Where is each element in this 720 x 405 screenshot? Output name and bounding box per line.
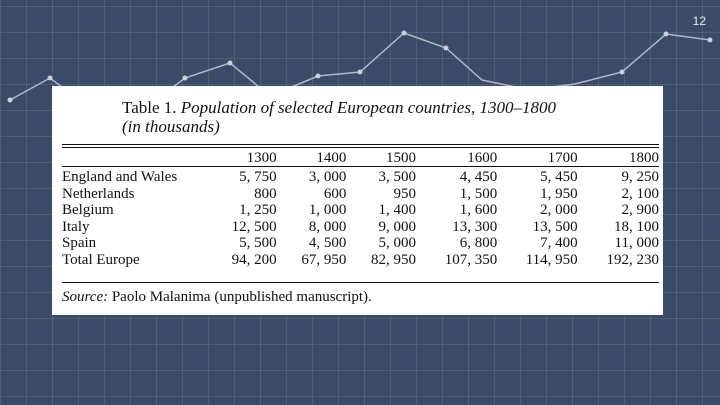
- value-cell: 2, 900: [621, 202, 659, 218]
- table-caption: [122, 98, 653, 136]
- table-title: [122, 98, 653, 117]
- value-cell: 5, 000: [378, 235, 416, 251]
- value-cell: 1, 400: [378, 202, 416, 218]
- value-cell: 82, 950: [370, 251, 416, 268]
- table-label: Table 1.: [122, 98, 177, 117]
- table-subtitle: [122, 117, 653, 136]
- table-card: [52, 86, 663, 315]
- value-cell: 4, 450: [459, 169, 498, 185]
- value-cell: 9, 000: [378, 218, 416, 235]
- value-cell: 18, 100: [614, 218, 659, 235]
- value-cell: 3, 500: [378, 169, 416, 185]
- value-cell: 114, 950: [525, 251, 578, 268]
- value-cell: 800: [254, 185, 277, 202]
- country-cell: Netherlands: [62, 185, 135, 202]
- table-title-italic: Population of selected European countries, 1300–1800: [180, 98, 556, 117]
- value-cell: 5, 500: [239, 235, 277, 251]
- value-cell: 94, 200: [231, 251, 277, 268]
- country-cell: Total Europe: [62, 251, 140, 268]
- country-cell: Belgium: [62, 202, 114, 218]
- country-cell: England and Wales: [62, 169, 178, 185]
- column-header: 1400: [316, 149, 347, 166]
- country-cell: Spain: [62, 235, 97, 251]
- value-cell: 6, 800: [459, 235, 498, 251]
- value-cell: 192, 230: [606, 251, 659, 268]
- value-cell: 9, 250: [621, 169, 659, 185]
- country-cell: Italy: [62, 218, 90, 235]
- value-cell: 13, 500: [532, 218, 578, 235]
- value-cell: 12, 500: [231, 218, 277, 235]
- value-cell: 1, 950: [540, 185, 578, 202]
- value-cell: 13, 300: [452, 218, 498, 235]
- value-cell: 1, 000: [308, 202, 347, 218]
- table-source: [62, 289, 372, 306]
- table-subtitle-text: (in thousands): [122, 117, 220, 136]
- bottom-rule: [62, 282, 659, 283]
- table-row: [62, 252, 659, 269]
- value-cell: 600: [323, 185, 347, 202]
- column-header: 1300: [246, 149, 277, 166]
- value-cell: 2, 100: [621, 185, 659, 202]
- value-cell: 107, 350: [444, 251, 498, 268]
- country-header: [62, 149, 207, 167]
- value-cell: 1, 600: [459, 202, 498, 218]
- value-cell: 8, 000: [308, 218, 347, 235]
- table-row: [62, 219, 659, 236]
- slide-number: 12: [692, 14, 706, 28]
- value-cell: 1, 250: [239, 202, 277, 218]
- column-header: 1500: [385, 149, 416, 166]
- source-text: Paolo Malanima (unpublished manuscript).: [111, 289, 372, 305]
- header-row: [62, 149, 659, 167]
- table-row: [62, 186, 659, 203]
- value-cell: 7, 400: [540, 235, 578, 251]
- value-cell: 950: [393, 185, 416, 202]
- top-rule-double: [62, 147, 659, 148]
- value-cell: 2, 000: [540, 202, 578, 218]
- value-cell: 67, 950: [301, 251, 347, 268]
- table-row: [62, 167, 659, 186]
- value-cell: 1, 500: [459, 185, 498, 202]
- value-cell: 5, 450: [540, 169, 578, 185]
- column-header: 1800: [629, 149, 659, 166]
- population-table: [62, 149, 659, 268]
- value-cell: 4, 500: [308, 235, 347, 251]
- value-cell: 5, 750: [239, 169, 277, 185]
- source-label: Source:: [62, 289, 109, 305]
- table-row: [62, 202, 659, 219]
- column-header: 1700: [547, 149, 578, 166]
- table-body: [62, 167, 659, 268]
- value-cell: 11, 000: [614, 235, 659, 251]
- top-rule: [62, 144, 659, 145]
- value-cell: 3, 000: [308, 169, 347, 185]
- column-header: 1600: [467, 149, 498, 166]
- table-row: [62, 235, 659, 252]
